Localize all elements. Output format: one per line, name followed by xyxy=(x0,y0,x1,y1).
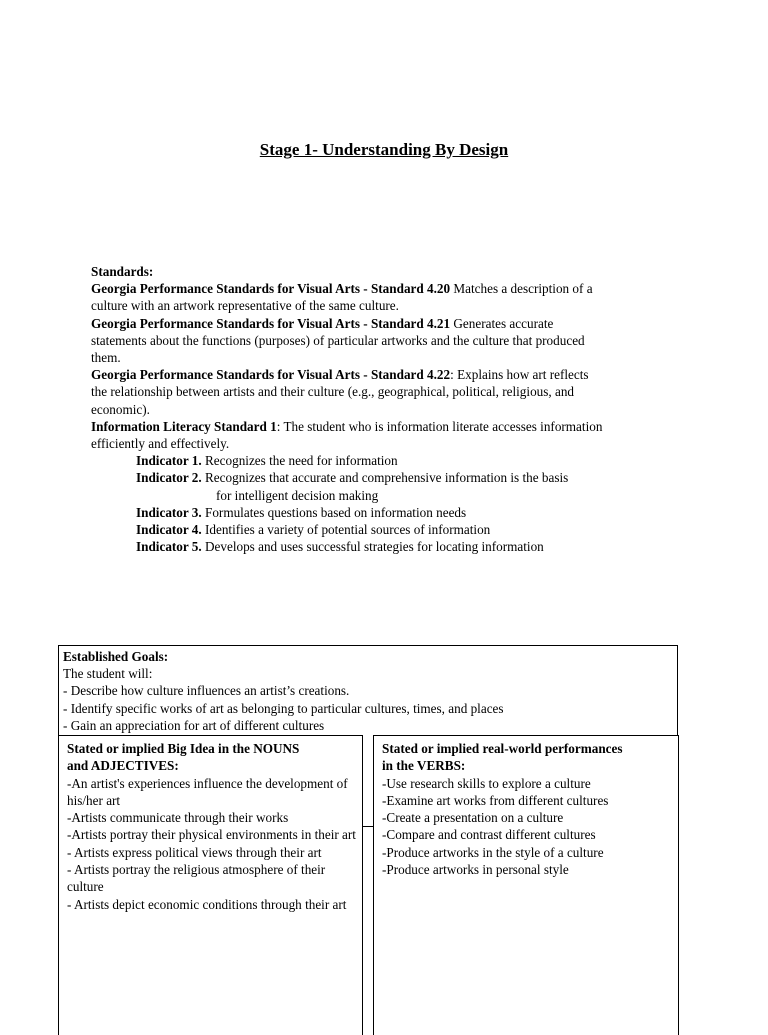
standard-text: culture with an artwork representative of the same culture. xyxy=(91,298,399,314)
standard-text: : The student who is information literate accesses information xyxy=(276,418,603,434)
indicator-item xyxy=(91,469,691,503)
indicator-item xyxy=(91,504,691,521)
goal-item: - Describe how culture influences an artist’s creations. xyxy=(63,683,350,699)
standard-label: Information Literacy Standard 1 xyxy=(91,418,277,434)
standard-text: the relationship between artists and their culture (e.g., geographical, political, religious, and xyxy=(91,384,575,400)
standard-item xyxy=(91,418,691,435)
goals-intro: The student will: xyxy=(63,666,153,682)
standards-section xyxy=(91,263,691,555)
indicator-item xyxy=(91,452,691,469)
indicator-item xyxy=(91,538,691,555)
standard-text: Generates accurate xyxy=(450,315,554,331)
performances-heading: in the VERBS: xyxy=(382,758,466,774)
performance-item: -Produce artworks in personal style xyxy=(382,862,569,878)
performance-item: -Compare and contrast different cultures xyxy=(382,827,596,843)
standard-item xyxy=(91,280,691,297)
indicator-text: Recognizes the need for information xyxy=(201,453,398,469)
standard-label: Georgia Performance Standards for Visual Arts - Standard 4.20 xyxy=(91,281,451,297)
performances-box xyxy=(373,735,679,1035)
standard-text: them. xyxy=(91,350,121,366)
indicator-label: Indicator 4. xyxy=(136,522,202,538)
performance-item: -Use research skills to explore a culture xyxy=(382,775,591,791)
indicator-label: Indicator 5. xyxy=(136,539,202,555)
performance-item: -Produce artworks in the style of a culture xyxy=(382,844,604,860)
performance-item: -Create a presentation on a culture xyxy=(382,810,564,826)
indicator-text: Recognizes that accurate and comprehensive information is the basis xyxy=(201,470,569,486)
big-idea-item: - Artists express political views through their art xyxy=(67,844,322,860)
indicator-item xyxy=(91,521,691,538)
goals-heading: Established Goals: xyxy=(63,649,169,664)
indicator-label: Indicator 3. xyxy=(136,504,202,520)
standard-text: economic). xyxy=(91,401,150,417)
big-idea-item: - Artists depict economic conditions through their art xyxy=(67,896,347,912)
big-idea-heading: Stated or implied Big Idea in the NOUNS xyxy=(67,741,300,756)
goal-item: - Gain an appreciation for art of different cultures xyxy=(63,717,325,733)
page-title: Stage 1- Understanding By Design xyxy=(259,140,509,159)
standard-text: statements about the functions (purposes) of particular artworks and the culture that produced xyxy=(91,332,585,348)
indicator-label: Indicator 2. xyxy=(136,470,202,486)
indicator-text: Develops and uses successful strategies for locating information xyxy=(201,539,544,555)
goal-item: - Identify specific works of art as belonging to particular cultures, times, and places xyxy=(63,700,504,716)
standard-label: Georgia Performance Standards for Visual Arts - Standard 4.22 xyxy=(91,367,451,383)
indicator-text: Identifies a variety of potential sources of information xyxy=(201,522,491,538)
standard-text: : Explains how art reflects xyxy=(450,367,589,383)
standard-label: Georgia Performance Standards for Visual Arts - Standard 4.21 xyxy=(91,315,451,331)
big-idea-item: - Artists portray the religious atmosphere of their culture xyxy=(67,862,326,895)
big-idea-box xyxy=(58,735,363,1035)
performances-heading: Stated or implied real-world performances xyxy=(382,741,623,756)
performance-item: -Examine art works from different cultures xyxy=(382,792,609,808)
standard-text: Matches a description of a xyxy=(450,281,593,297)
big-idea-item: -Artists communicate through their works xyxy=(67,810,289,826)
standard-item xyxy=(91,315,691,332)
standards-heading: Standards: xyxy=(91,264,154,279)
big-idea-item: -Artists portray their physical environments in their art xyxy=(67,827,356,843)
big-idea-item: -An artist's experiences influence the development of his/her art xyxy=(67,775,348,808)
indicator-label: Indicator 1. xyxy=(136,453,202,469)
standard-item xyxy=(91,366,691,383)
indicator-text-cont: for intelligent decision making xyxy=(216,487,379,503)
standard-text: efficiently and effectively. xyxy=(91,436,230,452)
big-idea-heading: and ADJECTIVES: xyxy=(67,758,179,774)
indicator-text: Formulates questions based on information needs xyxy=(201,504,467,520)
